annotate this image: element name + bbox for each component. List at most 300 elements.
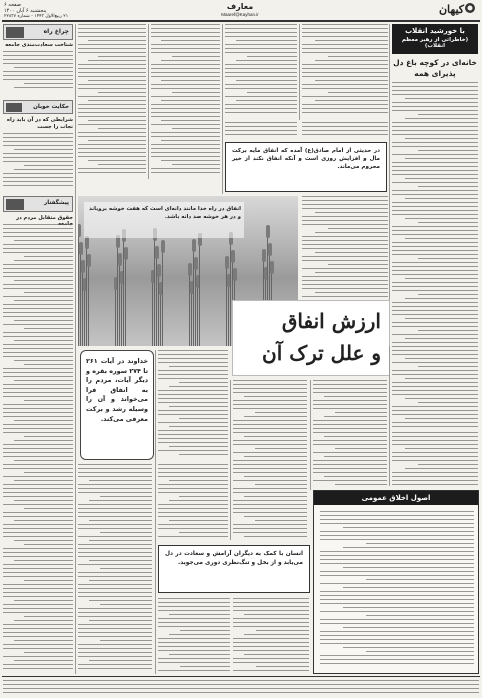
text-line — [392, 440, 478, 441]
text-line — [78, 144, 146, 145]
text-line — [78, 116, 146, 117]
text-line — [392, 242, 478, 243]
text-line — [158, 358, 228, 359]
text-line — [3, 680, 479, 681]
text-line — [158, 646, 230, 647]
text-line — [302, 248, 388, 249]
text-line — [78, 492, 152, 493]
text-line — [405, 138, 478, 139]
text-line — [158, 504, 228, 505]
text-line — [343, 567, 474, 568]
text-line — [392, 456, 478, 457]
text-column — [313, 380, 387, 488]
text-line — [89, 580, 152, 581]
text-line — [151, 28, 220, 29]
text-line — [343, 547, 474, 548]
section-title: معارف — [226, 2, 254, 11]
text-line — [89, 600, 152, 601]
text-line — [302, 52, 388, 53]
text-line — [158, 422, 228, 423]
issue-line: ۲۱ ربیع‌الاول ۱۴۴۳ - شماره ۲۲۸۳۷ — [4, 14, 69, 19]
text-line — [3, 153, 73, 154]
text-line — [3, 137, 73, 138]
text-line — [3, 173, 73, 174]
text-line — [302, 240, 388, 241]
text-line — [158, 524, 228, 525]
text-line — [233, 662, 309, 663]
feature-kicker-sub: (خاطراتی از رهبر معظم انقلاب) — [401, 37, 469, 49]
text-line — [225, 24, 297, 25]
text-line — [302, 244, 388, 245]
text-line — [315, 40, 388, 41]
right-footer-body — [320, 511, 474, 669]
text-line — [366, 579, 474, 580]
text-line — [343, 607, 474, 608]
text-line — [233, 508, 307, 509]
text-line — [3, 244, 73, 245]
text-line — [179, 454, 228, 455]
sidebar-box-3-headline: حقوق متقابل مردم در — [16, 215, 73, 221]
text-line — [14, 440, 74, 441]
text-column — [225, 122, 297, 140]
highlight-text: خداوند در آیات ۲۶۱ تا ۲۷۴ سوره بقره و دیگر آیات، مردم را به انفاق فرا می‌خواند و آن را وسیله رشد و برکت معرفی می‌کند. — [86, 357, 148, 423]
text-line — [392, 206, 478, 207]
text-line — [302, 84, 388, 85]
text-line — [78, 28, 146, 29]
text-line — [78, 556, 152, 557]
text-line — [392, 254, 478, 255]
text-line — [233, 626, 309, 627]
text-line — [161, 60, 220, 61]
text-line — [3, 668, 73, 669]
text-line — [3, 264, 73, 265]
text-line — [392, 274, 478, 275]
text-line — [88, 80, 146, 81]
text-line — [225, 88, 297, 89]
text-line — [78, 648, 152, 649]
wheat-ear — [266, 225, 270, 238]
text-line — [335, 484, 387, 485]
sidebar-box-2 — [3, 100, 73, 190]
text-line — [302, 126, 388, 127]
text-line — [3, 268, 73, 269]
text-line — [3, 161, 73, 162]
text-line — [98, 92, 146, 93]
text-line — [247, 56, 297, 57]
text-line — [169, 386, 229, 387]
text-line — [24, 652, 73, 653]
text-line — [233, 618, 309, 619]
text-line — [158, 662, 230, 663]
text-line — [158, 430, 228, 431]
text-line — [78, 628, 152, 629]
text-line — [88, 60, 146, 61]
text-line — [225, 44, 297, 45]
sidebar-box-1-header — [3, 24, 73, 40]
text-line — [3, 596, 73, 597]
text-line — [302, 220, 388, 221]
text-line — [3, 516, 73, 517]
text-line — [392, 314, 478, 315]
text-line — [392, 382, 478, 383]
sidebar-box-3 — [3, 196, 73, 674]
text-column — [225, 24, 297, 118]
text-line — [302, 288, 388, 289]
text-line — [158, 472, 228, 473]
text-line — [169, 654, 230, 655]
text-line — [233, 432, 307, 433]
text-line — [161, 100, 220, 101]
text-line — [158, 492, 228, 493]
text-line — [392, 350, 478, 351]
text-line — [302, 104, 388, 105]
text-line — [315, 252, 388, 253]
text-line — [320, 619, 474, 620]
text-line — [418, 366, 478, 367]
column-divider — [75, 24, 76, 674]
text-line — [78, 548, 152, 549]
text-line — [392, 286, 478, 287]
text-line — [320, 551, 474, 552]
main-title-line2: و علل ترک آن — [262, 341, 381, 365]
text-line — [328, 92, 388, 93]
text-line — [14, 640, 74, 641]
text-line — [392, 394, 478, 395]
text-line — [366, 543, 474, 544]
text-line — [302, 236, 388, 237]
wheat-stalk — [121, 283, 122, 346]
text-line — [233, 606, 309, 607]
text-line — [14, 320, 74, 321]
text-line — [225, 64, 297, 65]
text-line — [151, 64, 220, 65]
text-line — [405, 418, 478, 419]
text-column — [158, 350, 228, 460]
text-line — [405, 398, 478, 399]
text-line — [313, 452, 387, 453]
text-line — [169, 480, 229, 481]
text-line — [151, 44, 220, 45]
wheat-ear — [124, 247, 128, 260]
text-line — [3, 484, 73, 485]
text-line — [3, 532, 73, 533]
section-email[interactable]: Maaref@Kayhan.ir — [221, 12, 259, 17]
text-column — [158, 598, 230, 674]
text-line — [392, 326, 478, 327]
text-line — [78, 584, 152, 585]
text-line — [320, 635, 474, 636]
text-line — [405, 98, 478, 99]
feature-kicker-box — [392, 24, 478, 54]
wheat-ear — [268, 243, 272, 256]
text-line — [3, 312, 73, 313]
text-line — [392, 386, 478, 387]
text-line — [324, 396, 387, 397]
text-line — [89, 520, 152, 521]
text-line — [24, 165, 73, 166]
text-line — [3, 228, 73, 229]
text-line — [78, 508, 152, 509]
text-line — [151, 124, 220, 125]
text-line — [3, 236, 73, 237]
text-line — [233, 400, 307, 401]
text-line — [78, 608, 152, 609]
text-line — [3, 512, 73, 513]
text-line — [302, 134, 388, 135]
text-line — [158, 618, 230, 619]
text-line — [3, 416, 73, 417]
text-line — [328, 56, 388, 57]
text-line — [158, 476, 228, 477]
text-line — [151, 152, 220, 153]
wheat-stalk — [160, 294, 161, 346]
text-line — [225, 96, 297, 97]
text-line — [247, 92, 297, 93]
text-line — [392, 234, 478, 235]
text-line — [14, 480, 74, 481]
text-line — [158, 638, 230, 639]
text-line — [3, 572, 73, 573]
text-line — [78, 132, 146, 133]
text-line — [78, 96, 146, 97]
text-line — [392, 130, 478, 131]
text-column — [302, 24, 388, 118]
text-line — [418, 114, 478, 115]
text-line — [233, 468, 307, 469]
text-line — [405, 158, 478, 159]
text-line — [3, 133, 73, 134]
text-line — [78, 652, 152, 653]
text-line — [169, 614, 230, 615]
text-line — [172, 92, 220, 93]
text-line — [3, 656, 73, 657]
text-line — [3, 55, 73, 56]
text-line — [3, 145, 73, 146]
text-line — [78, 64, 146, 65]
text-line — [302, 96, 388, 97]
wheat-ear — [225, 256, 229, 269]
text-line — [169, 366, 229, 367]
text-line — [302, 64, 388, 65]
text-line — [313, 464, 387, 465]
text-line — [3, 252, 73, 253]
text-line — [14, 380, 74, 381]
text-line — [24, 328, 73, 329]
text-line — [225, 112, 297, 113]
text-line — [3, 604, 73, 605]
text-line — [392, 102, 478, 103]
feature-kicker: با خورشید انقلاب — [405, 27, 465, 35]
text-line — [225, 52, 297, 53]
text-line — [158, 378, 228, 379]
text-line — [3, 528, 73, 529]
text-line — [3, 568, 73, 569]
text-line — [313, 460, 387, 461]
text-line — [313, 428, 387, 429]
text-line — [3, 644, 73, 645]
text-line — [255, 520, 307, 521]
wheat-stalk — [228, 286, 229, 346]
text-line — [3, 444, 73, 445]
text-line — [392, 342, 478, 343]
right-footer-box — [313, 490, 479, 674]
text-line — [233, 388, 307, 389]
text-line — [392, 90, 478, 91]
text-line — [392, 214, 478, 215]
text-line — [78, 596, 152, 597]
text-line — [98, 164, 146, 165]
text-line — [151, 132, 220, 133]
text-line — [392, 282, 478, 283]
text-line — [161, 80, 220, 81]
text-line — [313, 408, 387, 409]
text-line — [328, 264, 388, 265]
text-line — [392, 322, 478, 323]
text-line — [255, 448, 307, 449]
text-line — [3, 496, 73, 497]
text-line — [392, 452, 478, 453]
text-line — [392, 362, 478, 363]
text-line — [256, 666, 309, 667]
text-line — [78, 168, 146, 169]
text-line — [320, 655, 474, 656]
text-line — [315, 292, 388, 293]
text-line — [3, 476, 73, 477]
text-line — [233, 424, 307, 425]
text-line — [302, 76, 388, 77]
text-line — [302, 72, 388, 73]
text-line — [328, 228, 388, 229]
text-line — [405, 298, 478, 299]
text-line — [315, 272, 388, 273]
text-line — [78, 136, 146, 137]
text-line — [392, 86, 478, 87]
text-line — [78, 84, 146, 85]
text-line — [392, 460, 478, 461]
text-line — [78, 588, 152, 589]
text-line — [233, 638, 309, 639]
text-line — [151, 148, 220, 149]
sidebar-box-3-body — [3, 224, 73, 674]
text-line — [392, 390, 478, 391]
sidebar-box-2-title: حکایت خوبان — [33, 104, 69, 110]
text-line — [3, 588, 73, 589]
text-line — [158, 606, 230, 607]
text-line — [78, 516, 152, 517]
text-line — [78, 544, 152, 545]
text-line — [233, 598, 309, 599]
text-line — [89, 500, 152, 501]
text-line — [158, 512, 228, 513]
column-divider — [310, 380, 311, 490]
text-line — [320, 663, 474, 664]
text-line — [169, 520, 229, 521]
text-line — [14, 620, 74, 621]
text-line — [418, 222, 478, 223]
text-line — [14, 300, 74, 301]
text-line — [302, 88, 388, 89]
text-line — [78, 512, 152, 513]
text-line — [3, 448, 73, 449]
text-line — [78, 644, 152, 645]
sidebar-box-2-body — [3, 133, 73, 189]
wheat-stalk — [162, 252, 163, 346]
text-line — [302, 44, 388, 45]
text-line — [78, 616, 152, 617]
text-line — [392, 250, 478, 251]
text-line — [3, 548, 73, 549]
text-line — [225, 76, 297, 77]
text-line — [78, 152, 146, 153]
wheat-stalk — [152, 282, 153, 346]
text-line — [78, 72, 146, 73]
text-line — [233, 532, 307, 533]
text-line — [151, 32, 220, 33]
text-line — [89, 540, 152, 541]
text-line — [78, 636, 152, 637]
logo-text: کیهان — [438, 3, 464, 16]
text-line — [302, 296, 388, 297]
text-line — [302, 68, 388, 69]
text-line — [244, 516, 307, 517]
text-line — [3, 564, 73, 565]
text-line — [158, 442, 228, 443]
text-line — [255, 484, 307, 485]
text-line — [89, 660, 152, 661]
text-line — [180, 630, 230, 631]
text-line — [313, 424, 387, 425]
text-line — [302, 216, 388, 217]
text-line — [158, 394, 228, 395]
text-line — [3, 284, 73, 285]
text-line — [151, 156, 220, 157]
text-line — [78, 612, 152, 613]
text-line — [3, 376, 73, 377]
text-line — [24, 256, 73, 257]
text-line — [233, 420, 307, 421]
wheat-ear — [233, 268, 237, 281]
text-line — [78, 484, 152, 485]
text-line — [302, 32, 388, 33]
text-line — [405, 178, 478, 179]
text-line — [3, 412, 73, 413]
right-footer-heading: اصول اخلاق عمومی — [314, 491, 478, 505]
text-line — [335, 412, 387, 413]
text-line — [78, 564, 152, 565]
text-line — [3, 59, 73, 60]
text-column — [151, 24, 220, 179]
sidebar-box-2-headline: شرایطی که در آن باید راه نجات را جست — [6, 117, 73, 130]
text-line — [14, 540, 74, 541]
text-line — [3, 368, 73, 369]
wheat-ear — [192, 239, 196, 252]
text-line — [180, 666, 230, 667]
text-line — [392, 484, 478, 485]
text-line — [392, 142, 478, 143]
text-line — [236, 100, 297, 101]
text-line — [98, 128, 146, 129]
column-divider — [299, 24, 300, 120]
text-line — [3, 552, 73, 553]
text-line — [392, 436, 478, 437]
text-line — [244, 456, 307, 457]
text-line — [418, 330, 478, 331]
text-line — [225, 48, 297, 49]
text-line — [392, 444, 478, 445]
text-line — [392, 410, 478, 411]
text-line — [89, 480, 152, 481]
text-line — [320, 631, 474, 632]
